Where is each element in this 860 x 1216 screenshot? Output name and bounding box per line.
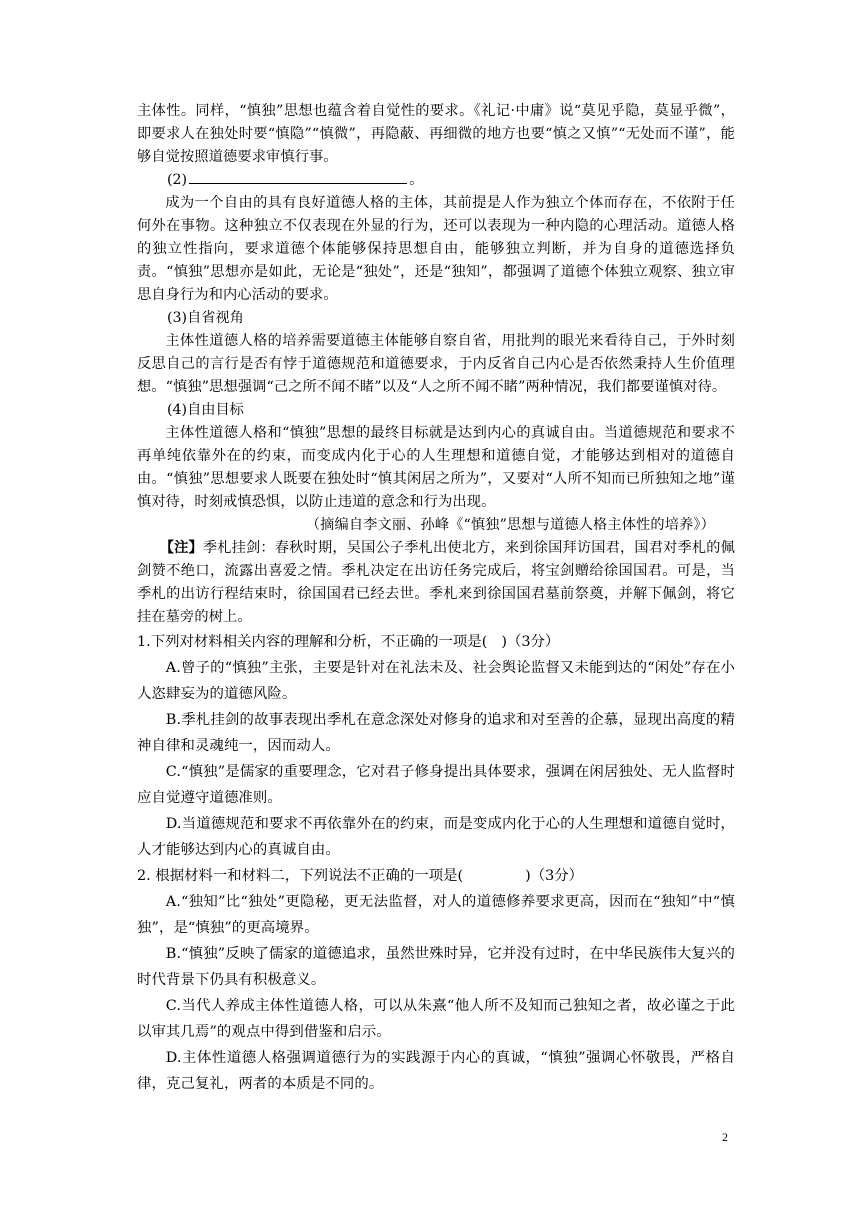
note-text: 季札挂剑：春秋时期，吴国公子季札出使北方，来到徐国拜访国君，国君对季札的佩剑赞不绝口，流露出喜爱之情。季札决定在出访任务完成后，将宝剑赠给徐国国君。可是，当季札的出访行程结束时，徐国国君已经去世。季札来到徐国国君墓前祭奠，并解下佩剑，将它挂在墓旁的树上。	[137, 540, 735, 625]
question-1-option-c: C.“慎独”是儒家的重要理念，它对君子修身提出具体要求，强调在闲居独处、无人监督时应自觉遵守道德准则。	[137, 764, 735, 806]
section-heading-2-number: (2)	[167, 172, 188, 188]
page-number: 2	[722, 1130, 728, 1144]
section-heading-2-end: 。	[409, 172, 424, 188]
page-content	[137, 100, 735, 1097]
question-2-stem-prefix: 2. 根据材料一和材料二，下列说法不正确的一项是(	[137, 868, 464, 884]
passage-paragraph-2: 成为一个自由的具有良好道德人格的主体，其前提是人作为独立个体而存在，不依附于任何外在事物。这种独立不仅表现在外显的行为，还可以表现为一种内隐的心理活动。道德人格的独立性指向，要求道德个体能够保持思想自由，能够独立判断，并为自身的道德选择负责。“慎独”思想亦是如此，无论是“独处”，还是“独知”，都强调了道德个体独立观察、独立审思自身行为和内心活动的要求。	[137, 195, 735, 303]
question-2	[137, 863, 735, 1097]
question-2-option-c: C.当代人养成主体性道德人格，可以从朱熹“他人所不及知而己独知之者，故必谨之于此以审其几焉”的观点中得到借鉴和启示。	[137, 998, 735, 1040]
question-1-option-a: A.曾子的“慎独”主张，主要是针对在礼法未及、社会舆论监督又未能到达的“闲处”存在小人恣肆妄为的道德风险。	[137, 660, 735, 702]
question-2-option-a: A.“独知”比“独处”更隐秘，更无法监督，对人的道德修养要求更高，因而在“独知”中“慎独”，是“慎独”的更高境界。	[137, 894, 735, 936]
section-heading-4: (4)自由目标	[167, 402, 244, 418]
question-1	[137, 629, 735, 863]
passage-note	[137, 537, 735, 629]
question-1-option-b: B.季札挂剑的故事表现出季札在意念深处对修身的追求和对至善的企慕，显现出高度的精神自律和灵魂纯一，因而动人。	[137, 712, 735, 754]
fill-in-blank-line	[189, 169, 407, 184]
passage-source: （摘编自李文丽、孙峰《“慎独”思想与道德人格主体性的培养》）	[305, 517, 715, 533]
question-2-option-d: D.主体性道德人格强调道德行为的实践源于内心的真诚，“慎独”强调心怀敬畏，严格自律，克己复礼，两者的本质是不同的。	[137, 1050, 735, 1092]
question-1-option-d: D.当道德规范和要求不再依靠外在的约束，而是变成内化于心的人生理想和道德自觉时，人才能够达到内心的真诚自由。	[137, 816, 735, 858]
section-heading-3: (3)自省视角	[167, 310, 244, 326]
question-2-option-b: B.“慎独”反映了儒家的道德追求，虽然世殊时异，它并没有过时，在中华民族伟大复兴的时代背景下仍具有积极意义。	[137, 946, 735, 988]
passage-paragraph-3: 主体性道德人格的培养需要道德主体能够自察自省，用批判的眼光来看待自己，于外时刻反思自己的言行是否有悖于道德规范和道德要求，于内反省自己内心是否依然秉持人生价值理想。“慎独”思想强调“己之所不闻不睹”以及“人之所不闻不睹”两种情况，我们都要谨慎对待。	[137, 333, 735, 395]
section-heading-2	[137, 169, 735, 192]
passage-paragraph-4: 主体性道德人格和“慎独”思想的最终目标就是达到内心的真诚自由。当道德规范和要求不再单纯依靠外在的约束，而变成内化于心的人生理想和道德自觉，才能够达到相对的道德自由。“慎独”思想要求人既要在独处时“慎其闲居之所为”，又要对“人所不知而已所独知之地”谨慎对待，时刻戒慎恐惧，以防止违道的意念和行为出现。	[137, 425, 735, 510]
note-tag: 【注】	[159, 540, 203, 556]
question-2-stem	[137, 863, 735, 889]
question-1-stem-prefix: 1.下列对材料相关内容的理解和分析，不正确的一项是(	[137, 634, 488, 650]
question-1-stem-suffix: )（3分）	[501, 634, 560, 650]
question-1-stem	[137, 629, 735, 655]
question-2-stem-suffix: )（3分）	[525, 868, 584, 884]
passage-paragraph-top: 主体性。同样，“慎独”思想也蕴含着自觉性的要求。《礼记·中庸》说“莫见乎隐，莫显乎微”，即要求人在独处时要“慎隐”“慎微”，再隐蔽、再细微的地方也要“慎之又慎”“无处而不谨”，能够自觉按照道德要求审慎行事。	[137, 103, 735, 165]
